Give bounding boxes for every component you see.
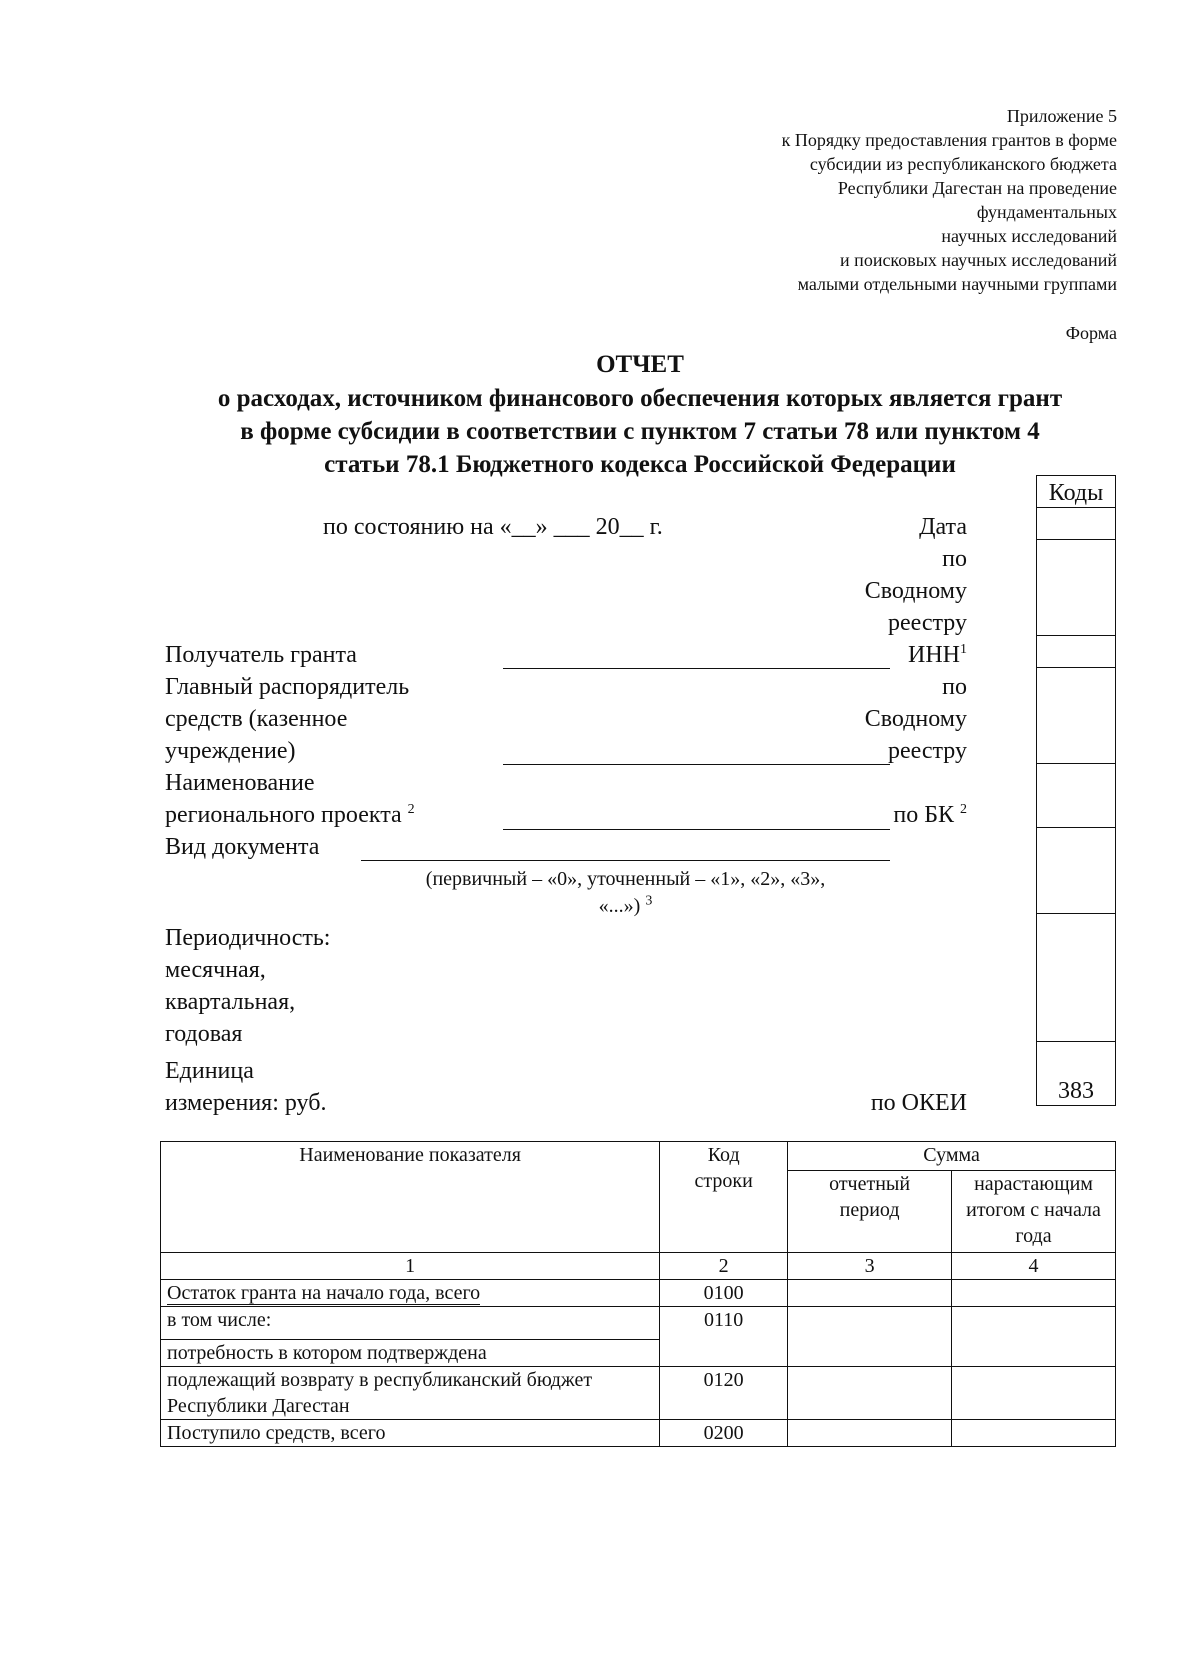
col-num: 4 bbox=[952, 1253, 1116, 1280]
label-manager-line: Главный распорядитель bbox=[165, 674, 410, 700]
appendix-line: и поисковых научных исследований bbox=[840, 250, 1117, 270]
label-svod2-line: Сводному bbox=[864, 706, 967, 732]
row-value-period[interactable] bbox=[788, 1280, 952, 1307]
row-name: в том числе: bbox=[161, 1307, 660, 1340]
doc-type-input-line[interactable] bbox=[361, 860, 890, 861]
label-periodicity-line: годовая bbox=[165, 1021, 243, 1047]
appendix-line: научных исследований bbox=[941, 226, 1117, 246]
footnote-ref: 1 bbox=[960, 642, 967, 657]
label-svod2-line: реестру bbox=[887, 738, 967, 764]
appendix-line: Приложение 5 bbox=[1006, 106, 1117, 126]
footnote-ref: 3 bbox=[645, 893, 653, 909]
row-code: 0100 bbox=[660, 1280, 788, 1307]
table-row bbox=[161, 1280, 1116, 1307]
row-value-cumulative[interactable] bbox=[952, 1280, 1116, 1307]
row-value-cumulative[interactable] bbox=[952, 1307, 1116, 1367]
footnote-ref: 2 bbox=[407, 802, 415, 817]
label-svod2-line: по bbox=[942, 674, 967, 700]
project-input-line[interactable] bbox=[503, 829, 890, 830]
month-blank[interactable]: ___ bbox=[553, 514, 590, 540]
row-code: 0200 bbox=[660, 1420, 788, 1447]
report-table bbox=[160, 1141, 1116, 1447]
row-name: Остаток гранта на начало года, всего bbox=[161, 1280, 660, 1307]
code-svod2-cell[interactable] bbox=[1037, 668, 1116, 764]
report-subtitle-line-1: о расходах, источником финансового обеспечения которых является грант bbox=[217, 385, 1063, 412]
row-name: подлежащий возврату в республиканский бюджет Республики Дагестан bbox=[161, 1367, 660, 1420]
label-periodicity-line: квартальная, bbox=[165, 989, 296, 1015]
row-value-cumulative[interactable] bbox=[952, 1420, 1116, 1447]
label-okei: по ОКЕИ bbox=[870, 1090, 967, 1116]
label-project-line: регионального проекта $^2$ bbox=[165, 802, 415, 828]
appendix-line: субсидии из республиканского бюджета bbox=[809, 154, 1117, 174]
code-date-cell[interactable] bbox=[1037, 508, 1116, 540]
date-line: по состоянию на «__» ___ 20__ г. bbox=[323, 514, 663, 540]
label-doc-type: Вид документа bbox=[165, 834, 320, 860]
code-periodicity-cell[interactable] bbox=[1037, 914, 1116, 1042]
label-inn: ИНН$^1$ bbox=[908, 642, 967, 668]
label-unit-line: Единица bbox=[165, 1058, 254, 1084]
table-row bbox=[161, 1420, 1116, 1447]
header-sum: Сумма bbox=[788, 1142, 1116, 1171]
appendix-line: к Порядку предоставления грантов в форме bbox=[781, 130, 1117, 150]
label-bk: по БК $^2$ bbox=[893, 802, 967, 828]
row-name: потребность в котором подтверждена bbox=[161, 1340, 660, 1367]
appendix-line: малыми отдельными научными группами bbox=[797, 274, 1117, 294]
label-unit-line: измерения: руб. bbox=[165, 1090, 327, 1116]
form-label: Форма bbox=[1065, 323, 1117, 343]
label-manager-line: средств (казенное bbox=[165, 706, 348, 732]
appendix-block bbox=[557, 104, 1117, 296]
code-doc-type-cell[interactable] bbox=[1037, 828, 1116, 914]
label-date: Дата bbox=[919, 514, 967, 540]
header-period: отчетный период bbox=[788, 1171, 952, 1253]
codes-header: Коды bbox=[1037, 476, 1116, 508]
label-periodicity-line: месячная, bbox=[165, 957, 266, 983]
day-blank[interactable]: __ bbox=[511, 514, 536, 540]
table-row bbox=[161, 1367, 1116, 1420]
label-manager-line: учреждение) bbox=[165, 738, 296, 764]
footnote-ref: 2 bbox=[960, 802, 967, 817]
label-svod1-line: реестру bbox=[887, 610, 967, 636]
col-num: 2 bbox=[660, 1253, 788, 1280]
label-svod1-line: по bbox=[942, 546, 967, 572]
doc-type-hint: (первичный – «0», уточненный – «1», «2», «3», «...») $^3$ bbox=[425, 868, 826, 917]
report-subtitle-line-2: в форме субсидии в соответствии с пунктом 7 статьи 78 или пунктом 4 bbox=[240, 418, 1040, 445]
report-title: ОТЧЕТ bbox=[596, 351, 684, 378]
header-name: Наименование показателя bbox=[161, 1142, 660, 1253]
code-bk-cell[interactable] bbox=[1037, 764, 1116, 828]
col-num: 1 bbox=[161, 1253, 660, 1280]
year-blank[interactable]: __ bbox=[619, 514, 644, 540]
manager-input-line[interactable] bbox=[503, 764, 890, 765]
row-value-period[interactable] bbox=[788, 1367, 952, 1420]
codes-table bbox=[1036, 475, 1116, 1106]
appendix-line: Республики Дагестан на проведение bbox=[837, 178, 1117, 198]
row-value-period[interactable] bbox=[788, 1307, 952, 1367]
report-subtitle-line-3: статьи 78.1 Бюджетного кодекса Российской Федерации bbox=[324, 451, 956, 478]
row-value-cumulative[interactable] bbox=[952, 1367, 1116, 1420]
row-value-period[interactable] bbox=[788, 1420, 952, 1447]
header-cumulative: нарастающим итогом с начала года bbox=[952, 1171, 1116, 1253]
col-num: 3 bbox=[788, 1253, 952, 1280]
code-svod1-cell[interactable] bbox=[1037, 540, 1116, 636]
code-okei-cell: 383 bbox=[1037, 1042, 1116, 1106]
label-svod1-line: Сводному bbox=[864, 578, 967, 604]
label-recipient: Получатель гранта bbox=[165, 642, 357, 668]
label-project-line: Наименование bbox=[165, 770, 315, 796]
recipient-input-line[interactable] bbox=[503, 668, 890, 669]
header-code: Код строки bbox=[660, 1142, 788, 1253]
appendix-line: фундаментальных bbox=[976, 202, 1117, 222]
row-code: 0110 bbox=[660, 1307, 788, 1367]
label-periodicity-line: Периодичность: bbox=[165, 925, 331, 951]
row-name: Поступило средств, всего bbox=[161, 1420, 660, 1447]
code-inn-cell[interactable] bbox=[1037, 636, 1116, 668]
row-code: 0120 bbox=[660, 1367, 788, 1420]
table-row bbox=[161, 1307, 1116, 1340]
